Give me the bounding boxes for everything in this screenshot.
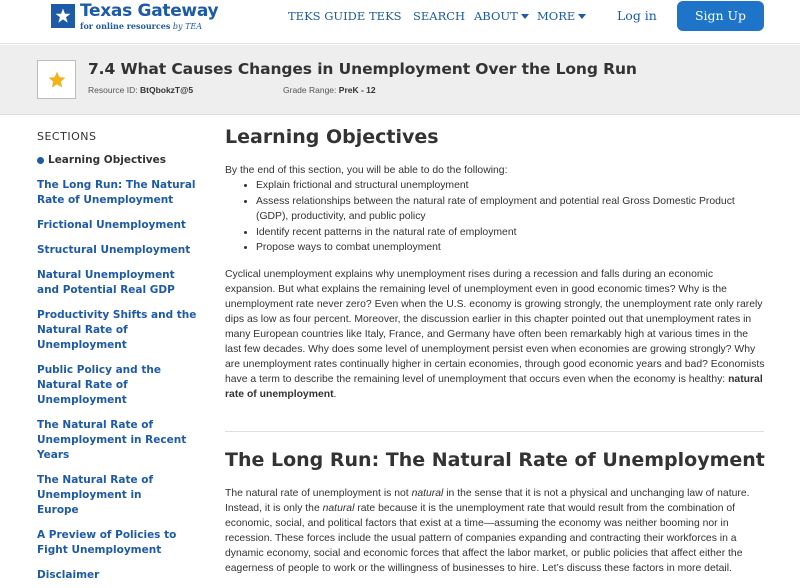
key-term: natural rate of unemployment xyxy=(225,373,763,400)
section-label: Learning Objectives xyxy=(48,154,167,166)
resource-id-value: BtQbokzT@5 xyxy=(139,85,194,95)
texas-gateway-logo[interactable] xyxy=(51,2,221,32)
chevron-down-icon xyxy=(521,14,529,19)
sections-sidebar xyxy=(37,130,207,583)
grade-range-value: PreK - 12 xyxy=(338,85,376,95)
top-nav-bar xyxy=(0,0,800,44)
chevron-down-icon xyxy=(578,14,586,19)
logo-tagline xyxy=(80,21,202,31)
logo-tagline-org: TEA xyxy=(185,22,203,31)
logo-name: Texas Gateway xyxy=(80,1,219,21)
section-natural-unemployment-gdp[interactable]: Natural Unemployment and Potential Real GDP xyxy=(37,269,175,296)
section-frictional-unemployment[interactable]: Frictional Unemployment xyxy=(37,219,186,231)
nav-more-label: MORE xyxy=(537,9,576,23)
emphasis-natural: natural xyxy=(411,488,444,499)
logo-tagline-by: by xyxy=(172,22,183,31)
logo-tagline-prefix: for online resources xyxy=(80,21,171,31)
intro-paragraph xyxy=(225,267,765,402)
nav-about[interactable] xyxy=(474,9,529,23)
bullet-dot-icon xyxy=(37,157,44,164)
list-item: • Explain frictional and structural unemployment xyxy=(256,178,765,194)
resource-header xyxy=(0,45,800,115)
long-run-heading: The Long Run: The Natural Rate of Unemployment xyxy=(225,449,765,471)
objectives-list xyxy=(225,178,765,256)
section-learning-objectives[interactable] xyxy=(37,153,207,168)
section-preview-policies[interactable]: A Preview of Policies to Fight Unemployment xyxy=(37,529,177,556)
section-long-run-natural-rate[interactable]: The Long Run: The Natural Rate of Unemployment xyxy=(37,179,196,206)
nav-teks[interactable]: TEKS xyxy=(369,9,402,23)
login-link[interactable]: Log in xyxy=(617,8,657,23)
section-public-policy[interactable]: Public Policy and the Natural Rate of Unemployment xyxy=(37,364,161,406)
section-europe[interactable]: The Natural Rate of Unemployment in Europe xyxy=(37,474,154,516)
list-item: • Assess relationships between the natural rate of employment and potential real Gross Domestic Product (GDP), productivity, and public policy xyxy=(256,194,765,225)
grade-range-label: Grade Range: xyxy=(283,85,337,95)
section-structural-unemployment[interactable]: Structural Unemployment xyxy=(37,244,191,256)
paragraph-text-c: rate because it is the unemployment rate that would result from the combination of economic, social, and political factors that exist at a time—assuming the economy was neither booming nor in recession. These forces include the usual pattern of companies expanding and contracting their workforces in a dynamic economy, social and economic forces that affect the labor market, or public policies that affect either the eagerness of people to work or the willingness of businesses to hire. Let’s discuss these factors in more detail. xyxy=(225,503,743,574)
emphasis-natural: natural xyxy=(322,503,355,514)
favorite-button[interactable] xyxy=(37,60,76,99)
list-item: • Identify recent patterns in the natural rate of employment xyxy=(256,225,765,241)
objectives-intro: By the end of this section, you will be able to do the following: xyxy=(225,165,508,176)
paragraph-text: Cyclical unemployment explains why unemployment rises during a recession and falls during an economic expansion. But what explains the remaining level of unemployment even in good economic times? Why is the unemployment rate never zero? Even when the U.S. economy is growing strongly, the unemployment rate only rarely dips as low as four percent. Moreover, the discussion earlier in this chapter pointed out that unemployment rates in many European countries like Italy, France, and Germany have often been remarkably high at various times in the last few decades. Why does some level of unemployment persist even when economies are growing strongly? Why are unemployment rates continually higher in certain economies, through good economic years and bad? Economists have a term to describe the remaining level of unemployment that occurs even when the economy is healthy: xyxy=(225,268,765,385)
texas-star-icon xyxy=(51,4,75,28)
list-item: • Propose ways to combat unemployment xyxy=(256,240,765,256)
paragraph-text-b: in the sense that it is not a physical and unchanging law of nature. Instead, it is only the xyxy=(225,488,750,514)
nav-teks-guide[interactable]: TEKS GUIDE xyxy=(288,9,366,23)
grade-range xyxy=(283,85,376,95)
section-divider xyxy=(225,431,764,432)
section-disclaimer[interactable]: Disclaimer xyxy=(37,569,100,581)
nav-more[interactable] xyxy=(537,9,586,23)
sign-up-button[interactable]: Sign Up xyxy=(677,1,764,31)
section-recent-years[interactable]: The Natural Rate of Unemployment in Recent Years xyxy=(37,419,187,461)
learning-objectives-heading: Learning Objectives xyxy=(225,126,439,148)
nav-search[interactable]: SEARCH xyxy=(413,9,466,23)
sections-heading: SECTIONS xyxy=(37,130,97,143)
nav-about-label: ABOUT xyxy=(474,9,518,23)
natural-rate-paragraph xyxy=(225,486,765,576)
resource-id-label: Resource ID: xyxy=(88,85,138,95)
section-productivity-shifts[interactable]: Productivity Shifts and the Natural Rate of Unemployment xyxy=(37,309,197,351)
star-icon xyxy=(47,70,67,90)
resource-id xyxy=(88,85,193,95)
paragraph-end: . xyxy=(333,388,337,400)
main-content xyxy=(225,126,765,574)
resource-title: 7.4 What Causes Changes in Unemployment Over the Long Run xyxy=(88,60,637,78)
paragraph-text-a: The natural rate of unemployment is not xyxy=(225,488,409,499)
